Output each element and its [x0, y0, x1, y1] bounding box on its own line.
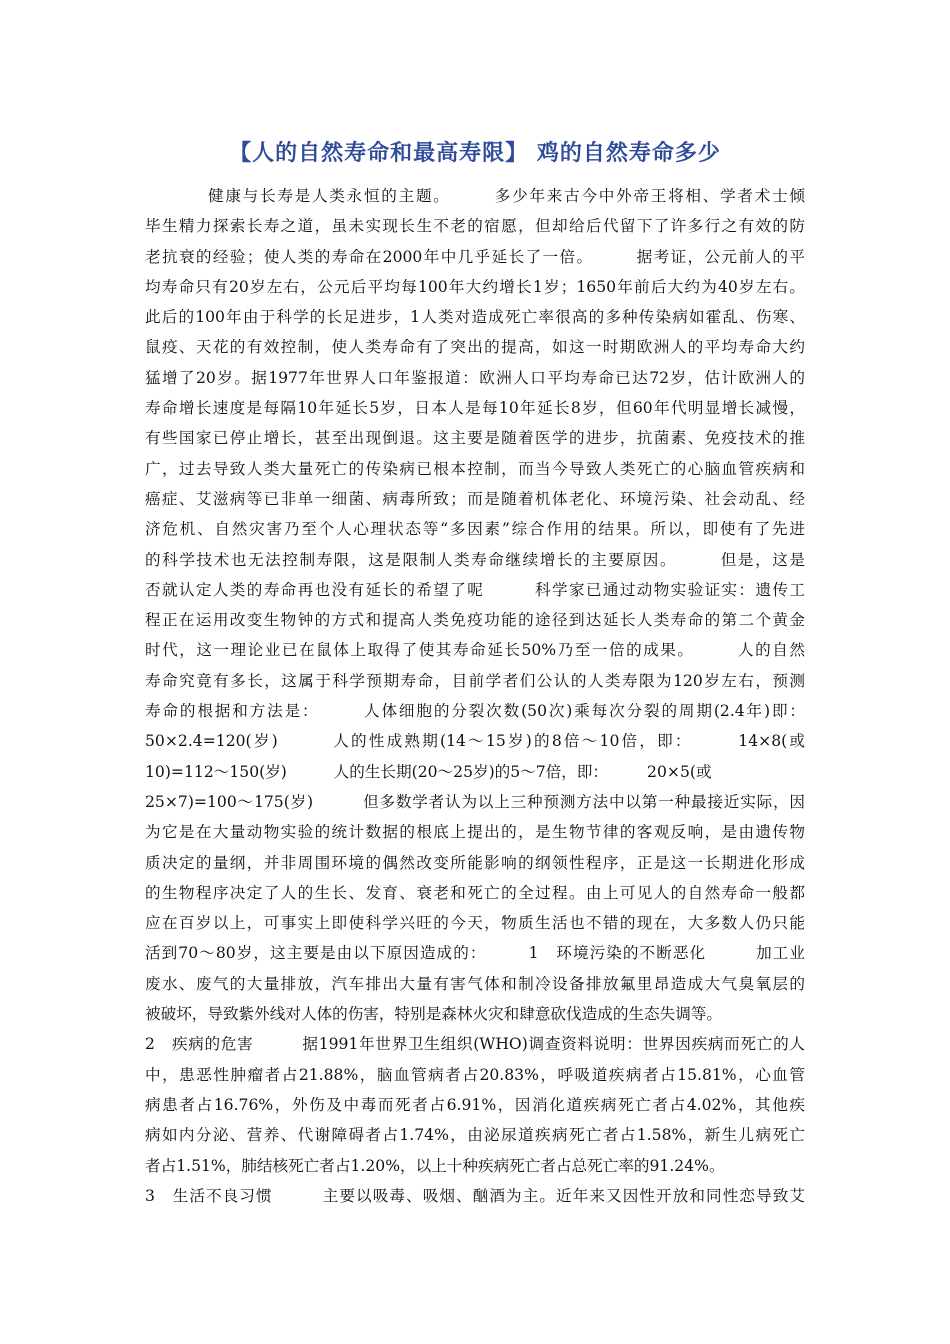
text-line: 10)=112～150(岁) 人的生长期(20～25岁)的5～7倍，即： 20×5(或 [145, 762, 712, 781]
text-line: 广，过去导致人类大量死亡的传染病已根本控制，而当今导致人类死亡的心脑血管疾病和 [145, 459, 805, 478]
text-line: 者占1.51%，肺结核死亡者占1.20%，以上十种疾病死亡者占总死亡率的91.24%。 [145, 1156, 725, 1175]
text-line: 癌症、艾滋病等已非单一细菌、病毒所致；而是随着机体老化、环境污染、社会动乱、经 [145, 489, 805, 508]
text-line: 质决定的量纲，并非周围环境的偶然改变所能影响的纲领性程序，正是这一长期进化形成 [145, 853, 805, 872]
text-line: 废水、废气的大量排放，汽车排出大量有害气体和制冷设备排放氟里昂造成大气臭氧层的 [145, 974, 805, 993]
text-line: 2 疾病的危害 据1991年世界卫生组织(WHO)调查资料说明：世界因疾病而死亡的人 [145, 1035, 805, 1054]
text-line: 寿命究竟有多长，这属于科学预期寿命，目前学者们公认的人类寿限为120岁左右，预测 [145, 671, 805, 690]
text-line: 50×2.4=120(岁) 人的性成熟期(14～15岁)的8倍～10倍，即： 14×8(或 [145, 732, 805, 751]
text-line: 均寿命只有20岁左右，公元后平均每100年大约增长1岁；1650年前后大约为40岁左右。 [145, 277, 805, 296]
text-line: 寿命的根据和方法是： 人体细胞的分裂次数(50次)乘每次分裂的周期(2.4年)即： [145, 702, 805, 721]
text-line: 鼠疫、天花的有效控制，使人类寿命有了突出的提高，如这一时期欧洲人的平均寿命大约 [145, 338, 805, 357]
text-line: 猛增了20岁。据1977年世界人口年鉴报道：欧洲人口平均寿命已达72岁，估计欧洲人的 [145, 368, 805, 387]
text-line: 病患者占16.76%，外伤及中毒而死者占6.91%，因消化道疾病死亡者占4.02%，其他疾 [145, 1095, 805, 1114]
text-line: 时代，这一理论业已在鼠体上取得了使其寿命延长50%乃至一倍的成果。 人的自然 [145, 641, 805, 660]
text-line: 此后的100年由于科学的长足进步，1人类对造成死亡率很高的多种传染病如霍乱、伤寒、 [145, 308, 805, 327]
text-line: 的生物程序决定了人的生长、发育、衰老和死亡的全过程。由上可见人的自然寿命一般都 [145, 883, 805, 902]
text-line: 否就认定人类的寿命再也没有延长的希望了呢 科学家已通过动物实验证实：遗传工 [145, 580, 805, 599]
text-line: 被破坏，导致紫外线对人体的伤害，特别是森林火灾和肆意砍伐造成的生态失调等。 [145, 1005, 722, 1024]
text-line: 25×7)=100～175(岁) 但多数学者认为以上三种预测方法中以第一种最接近实际，因 [145, 792, 805, 811]
text-line: 有些国家已停止增长，甚至出现倒退。这主要是随着医学的进步，抗菌素、免疫技术的推 [145, 429, 805, 448]
text-line: 老抗衰的经验；使人类的寿命在2000年中几乎延长了一倍。 据考证，公元前人的平 [145, 247, 805, 266]
text-line: 中，患恶性肿瘤者占21.88%，脑血管病者占20.83%，呼吸道疾病者占15.81%，心血管 [145, 1065, 805, 1084]
text-line: 程正在运用改变生物钟的方式和提高人类免疫功能的途径到达延长人类寿命的第二个黄金 [145, 611, 805, 630]
text-line: 毕生精力探索长寿之道，虽未实现长生不老的宿愿，但却给后代留下了许多行之有效的防 [145, 217, 805, 236]
text-line: 的科学技术也无法控制寿限，这是限制人类寿命继续增长的主要原因。 但是，这是 [145, 550, 805, 569]
text-line: 3 生活不良习惯 主要以吸毒、吸烟、酗酒为主。近年来又因性开放和同性恋导致艾 [145, 1186, 805, 1205]
text-line: 健康与长寿是人类永恒的主题。 多少年来古今中外帝王将相、学者术士倾 [208, 187, 805, 205]
text-line: 病如内分泌、营养、代谢障碍者占1.74%，由泌尿道疾病死亡者占1.58%，新生儿病死亡 [145, 1126, 805, 1145]
text-line: 济危机、自然灾害乃至个人心理状态等“多因素”综合作用的结果。所以，即使有了先进 [145, 520, 805, 539]
text-line: 寿命增长速度是每隔10年延长5岁，日本人是每10年延长8岁，但60年代明显增长减慢， [145, 399, 805, 418]
text-line: 应在百岁以上，可事实上即使科学兴旺的今天，物质生活也不错的现在，大多数人仍只能 [145, 914, 805, 933]
text-line: 为它是在大量动物实验的统计数据的根底上提出的，是生物节律的客观反响，是由遗传物 [145, 823, 805, 842]
article-body [145, 181, 805, 1211]
page-title: 【人的自然寿命和最高寿限】 鸡的自然寿命多少 [229, 141, 721, 166]
text-line: 活到70～80岁，这主要是由以下原因造成的： 1 环境污染的不断恶化 加工业 [145, 944, 805, 963]
